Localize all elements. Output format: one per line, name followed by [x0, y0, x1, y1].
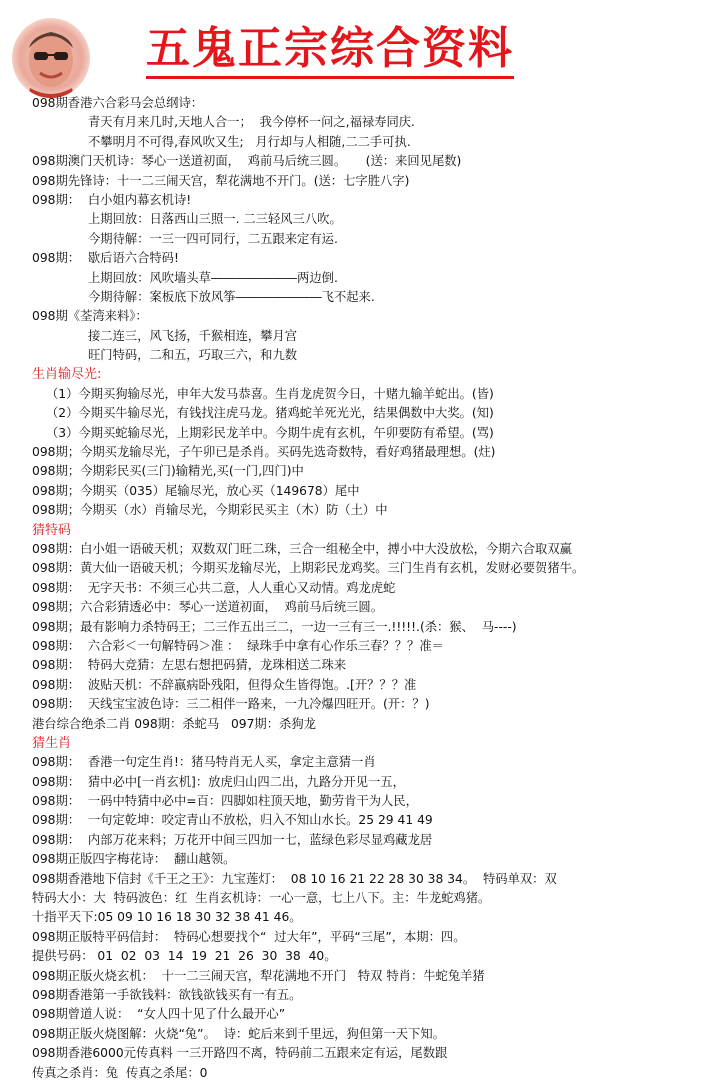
text-line: 098期；今期买龙输尽光，子午卯已是杀肖。买码先选奇数特，看好鸡猪最理想。(炷)	[32, 445, 496, 460]
text-line: 今期待解：案板底下放风筝―――――――飞不起来.	[88, 289, 375, 304]
text-line: 098期： 白小姐内幕玄机诗!	[32, 192, 192, 207]
text-line: 接二连三，风飞扬，千猴相连，攀月宫	[88, 328, 298, 343]
text-line: 上期回放：日落西山三照一. 二三轻风三八吹。	[88, 212, 342, 227]
text-line: 098期；今期买（035）尾输尽光，放心买（149678）尾中	[32, 483, 360, 498]
text-line: 098期；今期彩民买(三门)输精光,买(一门,四门)中	[32, 464, 304, 479]
text-line: 港台综合绝杀二肖 098期：杀蛇马 097期：杀狗龙	[32, 716, 316, 731]
text-line: 098期澳门天机诗：琴心一送道初面， 鸡前马后统三圆。 (送：来回见尾数)	[32, 154, 462, 169]
text-line: 不攀明月不可得,春风吹又生; 月行却与人相随,二二手可执.	[88, 134, 411, 149]
text-line: 098期： 香港一句定生肖!：猪马特肖无人买，拿定主意猜一肖	[32, 755, 376, 770]
text-line: 098期： 一码中特猜中必中=百：四脚如柱顶天地，勤劳肯干为人民，	[32, 794, 418, 809]
text-line: 十指平天下:05 09 10 16 18 30 32 38 41 46。	[32, 910, 302, 925]
text-line: 098期正版火烧图解：火烧“兔”。 诗：蛇后来到千里远，狗但第一天下知。	[32, 1026, 445, 1041]
text-line: 098期： 一句定乾坤：咬定青山不放松，归入不知山水长。25 29 41 49	[32, 813, 433, 828]
text-line: 098期： 内部万花来料；万花开中间三四加一七，蓝绿色彩尽显鸡藏龙居	[32, 832, 433, 847]
text-line: 098期；今期买（水）肖输尽光，今期彩民买主（木）防（土）中	[32, 503, 388, 518]
text-line: 098期： 天线宝宝波色诗：三二相伴一路来，一九冷爆四旺开。(开：？)	[32, 697, 430, 712]
text-line: 098期香港六合彩马会总纲诗：	[32, 96, 204, 110]
section-heading: 猜生肖	[32, 735, 72, 751]
text-line: 098期： 特码大竞猜：左思右想把码猜，龙珠相送二珠来	[32, 658, 347, 673]
text-line: 098期正版火烧玄机： 十一二三闹天宫，犁花满地不开门 特双 特肖：牛蛇兔羊猪	[32, 968, 485, 983]
text-line: 098期： 六合彩＜一句解特码＞准 ： 绿珠手中拿有心作乐三春？？？准＝	[32, 638, 444, 653]
text-line: 今期待解：一三一四可同行，二五跟来定有运.	[88, 231, 338, 246]
text-line: 098期《荃湾来料》：	[32, 309, 148, 324]
text-line: 098期： 波贴天机：不辞嬴病卧残阳，但得众生皆得饱。.[开？？？准	[32, 677, 417, 692]
text-line: 098期；六合彩猜透必中：琴心一送道初面， 鸡前马后统三圆。	[32, 600, 384, 615]
text-line: 098期： 猜中必中[一肖玄机]：放虎归山四二出，九路分开见一五，	[32, 774, 405, 789]
text-line: 098期香港地下信封《千王之王》：九宝莲灯： 08 10 16 21 22 28 30 38 34。 特码单双：双	[32, 871, 557, 886]
content-body	[32, 94, 716, 1083]
text-line: 098期：白小姐一语破天机；双数双门旺二珠，三合一组秘全中，搏小中大没放松，今期六合取双赢	[32, 541, 572, 556]
text-line: 098期： 无字天书：不须三心共二意，人人重心又动情。鸡龙虎蛇	[32, 580, 396, 595]
text-line: 098期香港6000元传真料 一三开路四不离，特码前二五跟来定有运，尾数跟	[32, 1046, 448, 1061]
text-line: （3）今期买蛇输尽光，上期彩民龙羊中。今期牛虎有玄机，午卯要防有希望。(骂)	[46, 425, 494, 440]
page-title: 五鬼正宗综合资料	[146, 22, 514, 79]
section-heading: 猜特码	[32, 522, 72, 538]
portrait-avatar	[12, 18, 90, 98]
text-line: 特码大小：大 特码波色：红 生肖玄机诗：一心一意，七上八下。主：牛龙蛇鸡猪。	[32, 891, 491, 906]
text-line: 098期先锋诗：十一二三闹天宫，犁花满地不开门。(送：七字胜八字)	[32, 173, 410, 188]
text-line: 098期曾道人说： “女人四十见了什么最开心”	[32, 1007, 286, 1022]
text-line: 098期：黄大仙一语破天机；今期买龙输尽光，上期彩民龙鸡奖。三门生肖有玄机，发财必要贺猪牛。	[32, 561, 585, 576]
text-line: （2）今期买牛输尽光，有钱找注虎马龙。猪鸡蛇羊死光光，结果偶数中大奖。(知)	[46, 406, 494, 421]
text-line: 098期香港第一手欲钱料：欲钱欲钱买有一有五。	[32, 987, 302, 1002]
section-heading: 生肖输尽光:	[32, 367, 102, 383]
text-line: 098期： 歇后语六合特码!	[32, 251, 179, 266]
text-line: 传真之杀肖：兔 传真之杀尾：0	[32, 1065, 208, 1080]
text-line: （1）今期买狗输尽光，申年大发马恭喜。生肖龙虎贺今日，十赌九输羊蛇出。(皆)	[46, 386, 494, 401]
text-line: 098期正版四字梅花诗： 翻山越领。	[32, 852, 236, 867]
text-line: 上期回放：风吹墙头草―――――――两边倒.	[88, 270, 338, 285]
text-line: 提供号码： 01 02 03 14 19 21 26 30 38 40。	[32, 949, 337, 964]
text-line: 青天有月来几时,天地人合一； 我今停杯一问之,福禄寿同庆.	[88, 115, 415, 130]
text-line: 旺门特码，二和五，巧取三六，和九数	[88, 348, 298, 363]
portrait-face-icon	[12, 18, 90, 98]
text-line: 098期正版特平码信封： 特码心想要找个“ 过大年”，平码“三尾”，本期：四。	[32, 929, 466, 944]
text-line: 098期；最有影响力杀特码王；二三作五出三二，一边一三有三一.!!!!!.(杀：猴、 马----)	[32, 619, 517, 634]
